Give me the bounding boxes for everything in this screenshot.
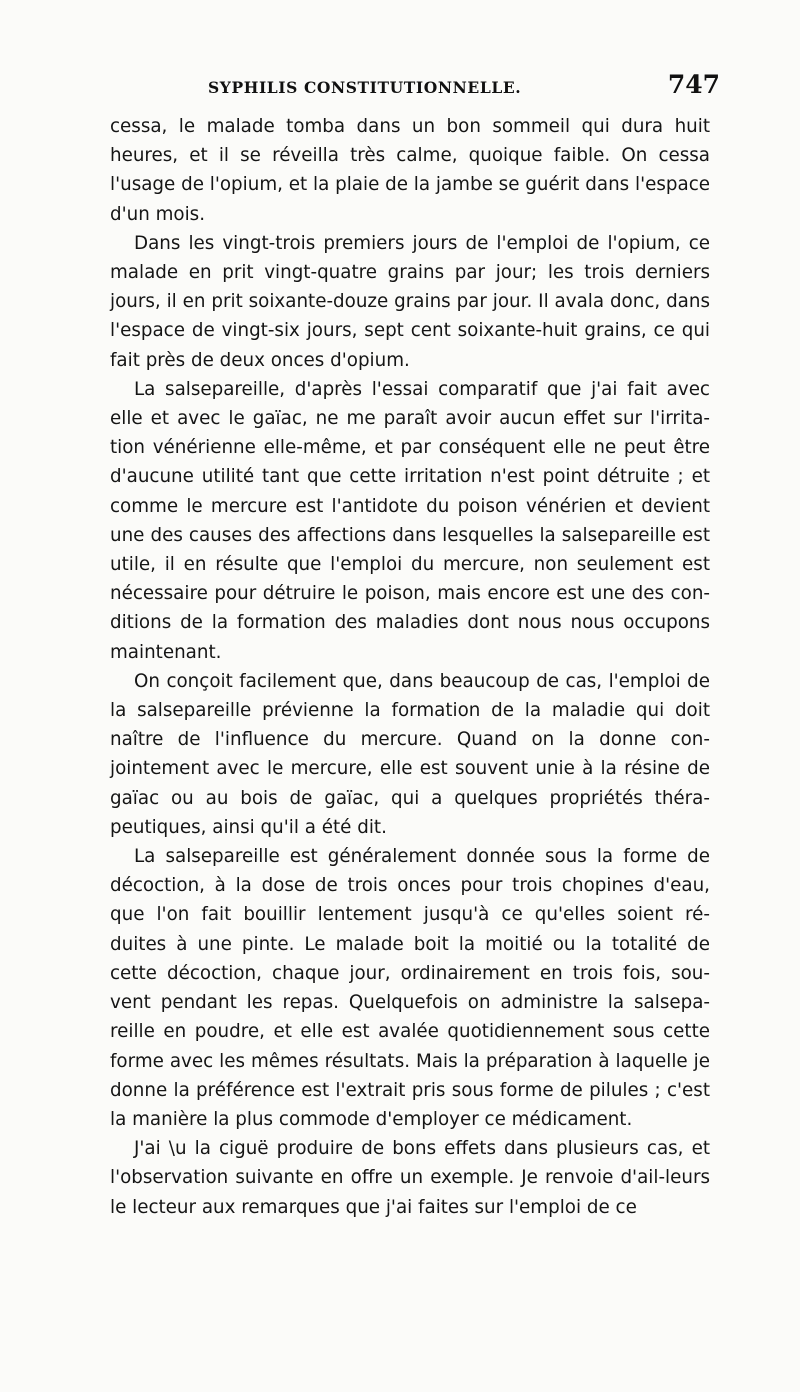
page-number: 747 [667, 70, 720, 99]
page-header [110, 70, 720, 110]
running-title: SYPHILIS CONSTITUTIONNELLE. [208, 78, 522, 97]
paragraph: Dans les vingt-trois premiers jours de l'emploi de l'opium, ce malade en prit vingt-quatre grains par jour; les trois derniers jours, il en prit soixante-douze grains par jour. Il avala donc, dans l'espace de vingt-six jours, sept cent soixante-huit grains, ce qui fait près de deux onces d'opium. [110, 232, 710, 371]
paragraph: cessa, le malade tomba dans un bon sommeil qui dura huit heures, et il se réveilla très calme, quoique faible. On cessa l'usage de l'opium, et la plaie de la jambe se guérit dans l'espace d'un mois. [110, 116, 710, 225]
paragraph: J'ai \u la ciguë produire de bons effets dans plusieurs cas, et l'observation suivante en offre un exemple. Je renvoie d'ail-leurs le lecteur aux remarques que j'ai faites sur l'emploi de ce [110, 1138, 710, 1218]
paragraph: La salsepareille est généralement donnée sous la forme de décoction, à la dose de trois onces pour trois chopines d'eau, que l'on fait bouillir lentement jusqu'à ce qu'elles soient ré-duites à une pinte. Le malade boit la moitié ou la totalité de cette décoction, chaque jour, ordinairement en trois fois, sou-vent pendant les repas. Quelquefois on administre la salsepa-reille en poudre, et elle est avalée quotidiennement sous cette forme avec les mêmes résultats. Mais la préparation à laquelle je donne la préférence est l'extrait pris sous forme de pilules ; c'est la manière la plus commode d'employer ce médicament. [110, 846, 710, 1130]
paragraph: La salsepareille, d'après l'essai comparatif que j'ai fait avec elle et avec le gaïac, ne me paraît avoir aucun effet sur l'irrita-tion vénérienne elle-même, et par conséquent elle ne peut être d'aucune utilité tant que cette irritation n'est point détruite ; et comme le mercure est l'antidote du poison vénérien et devient une des causes des affections dans lesquelles la salsepareille est utile, il en résulte que l'emploi du mercure, non seulement est nécessaire pour détruire le poison, mais encore est une des con-ditions de la formation des maladies dont nous nous occupons maintenant. [110, 378, 710, 663]
body-text [110, 112, 710, 1222]
paragraph: On conçoit facilement que, dans beaucoup de cas, l'emploi de la salsepareille prévienne la formation de la maladie qui doit naître de l'influence du mercure. Quand on la donne con-jointement avec le mercure, elle est souvent unie à la résine de gaïac ou au bois de gaïac, qui a quelques propriétés théra-peutiques, ainsi qu'il a été dit. [110, 670, 710, 838]
